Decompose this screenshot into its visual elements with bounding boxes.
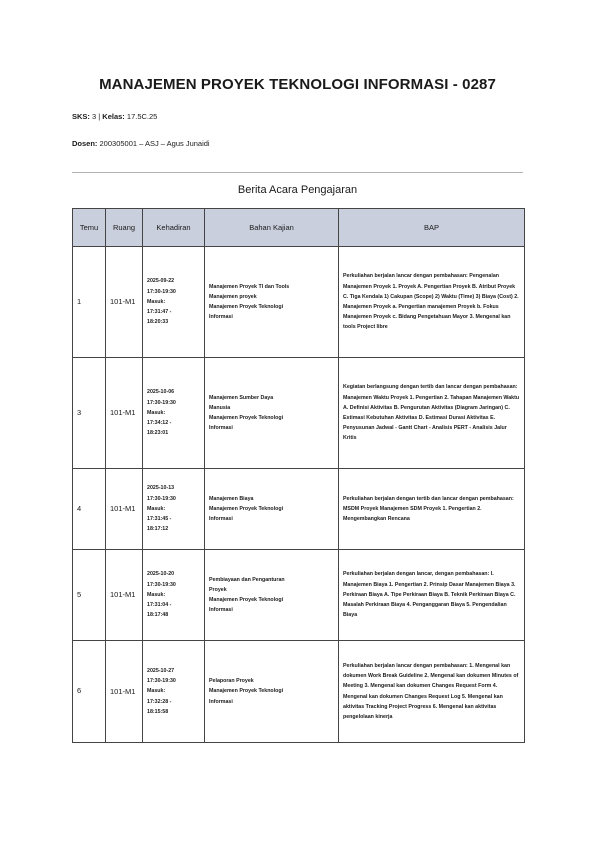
- col-header-bap: BAP: [339, 209, 525, 247]
- bahan-line: Manajemen proyek: [209, 293, 257, 300]
- bahan-line: Manajemen Sumber Daya: [209, 394, 274, 401]
- table-header-row: [73, 209, 525, 247]
- cell-temu: 3: [73, 358, 106, 469]
- bahan-line: Informasi: [209, 516, 233, 523]
- kehadiran-end: 18:15:58: [147, 708, 169, 715]
- col-header-temu: Temu: [73, 209, 106, 247]
- cell-ruang: 101-M1: [106, 641, 143, 743]
- bahan-line: Informasi: [209, 698, 233, 705]
- section-title: Berita Acara Pengajaran: [237, 184, 358, 196]
- kehadiran-end: 18:23:01: [147, 430, 169, 437]
- kehadiran-start: 17:34:12 -: [147, 420, 172, 427]
- cell-temu: 5: [73, 550, 106, 641]
- kehadiran-date: 2025-09-22: [147, 278, 175, 285]
- kelas-value: 17.5C.25: [124, 112, 158, 121]
- kehadiran-end: 18:20:33: [147, 319, 169, 326]
- kehadiran-schedule: 17:30-19:30: [147, 678, 176, 685]
- table-row: [73, 358, 525, 469]
- table-row: [73, 469, 525, 550]
- table-row: [73, 247, 525, 358]
- cell-bap: Perkuliahan berjalan dengan lancar, dengan pembahasan: I. Manajemen Biaya 1. Pengertian 2. Prinsip Dasar Manajemen Biaya 3. Perkiraan Biaya A. Tipe Perkiraan Biaya B. Teknik Perkiraan Biaya C. Masalah Perkiraan Biaya 4. Penganggaran Biaya 5. Pengendalian Biaya: [339, 550, 525, 641]
- cell-bahan-kajian: [205, 641, 339, 743]
- kelas-label: Kelas:: [102, 112, 125, 121]
- cell-kehadiran: [143, 550, 205, 641]
- document-title: MANAJEMEN PROYEK TEKNOLOGI INFORMASI - 0287: [99, 76, 496, 93]
- kehadiran-label: Masuk:: [147, 505, 166, 512]
- bahan-line: Manajemen Proyek Teknologi: [209, 688, 284, 695]
- bahan-line: Manajemen Proyek Teknologi: [209, 505, 284, 512]
- kehadiran-date: 2025-10-06: [147, 389, 175, 396]
- kehadiran-schedule: 17:30-19:30: [147, 288, 176, 295]
- kehadiran-start: 17:31:04 -: [147, 602, 172, 609]
- cell-temu: 4: [73, 469, 106, 550]
- kehadiran-date: 2025-10-27: [147, 667, 175, 674]
- kehadiran-date: 2025-10-20: [147, 571, 175, 578]
- bahan-line: Manusia: [209, 404, 231, 411]
- col-header-kehadiran: Kehadiran: [143, 209, 205, 247]
- kehadiran-schedule: 17:30-19:30: [147, 495, 176, 502]
- cell-bap: Perkuliahan berjalan lancar dengan pembahasan: 1. Mengenal kan dokumen Work Break Guideline 2. Mengenal kan dokumen Minutes of Meeting 3. Mengenal kan dokumen Changes Request Form 4. Mengenal kan dokumen Changes Request Log 5. Mengenal kan aktivitas Tracking Project Progress 6. Mengenal kan aktivitas pengelolaan kinerja: [339, 641, 525, 743]
- bahan-line: Informasi: [209, 314, 233, 321]
- cell-temu: 6: [73, 641, 106, 743]
- bahan-line: Informasi: [209, 425, 233, 432]
- cell-kehadiran: [143, 641, 205, 743]
- cell-bahan-kajian: [205, 469, 339, 550]
- cell-bahan-kajian: [205, 358, 339, 469]
- bahan-line: Pembiayaan dan Penganturan: [209, 576, 285, 583]
- divider: [72, 172, 523, 173]
- bahan-line: Proyek: [209, 586, 227, 593]
- kehadiran-start: 17:31:47 -: [147, 309, 172, 316]
- bap-table: [72, 208, 525, 743]
- cell-bahan-kajian: [205, 247, 339, 358]
- col-header-bahan-kajian: Bahan Kajian: [205, 209, 339, 247]
- cell-temu: 1: [73, 247, 106, 358]
- cell-kehadiran: [143, 247, 205, 358]
- cell-bap: Perkuliahan berjalan dengan tertib dan lancar dengan pembahasan: MSDM Proyek Manajemen SDM Proyek 1. Pengertian 2. Mengembangkan Rencana: [339, 469, 525, 550]
- cell-kehadiran: [143, 358, 205, 469]
- table-row: [73, 641, 525, 743]
- kehadiran-start: 17:32:28 -: [147, 698, 172, 705]
- bahan-line: Informasi: [209, 607, 233, 614]
- sks-label: SKS:: [72, 112, 90, 121]
- table-row: [73, 550, 525, 641]
- kehadiran-label: Masuk:: [147, 298, 166, 305]
- sks-value: 3 |: [89, 112, 103, 121]
- bahan-line: Manajemen Proyek Teknologi: [209, 415, 284, 421]
- kehadiran-label: Masuk:: [147, 688, 166, 695]
- dosen-value: 200305001 – ASJ – Agus Junaidi: [97, 139, 210, 148]
- bahan-line: Manajemen Biaya: [209, 495, 254, 502]
- dosen-label: Dosen:: [72, 139, 98, 148]
- kehadiran-end: 18:17:12: [147, 526, 169, 533]
- cell-kehadiran: [143, 469, 205, 550]
- kehadiran-label: Masuk:: [147, 409, 166, 416]
- bahan-line: Manajemen Proyek Teknologi: [209, 304, 284, 310]
- kehadiran-schedule: 17:30-19:30: [147, 399, 176, 406]
- bahan-line: Manajemen Proyek Teknologi: [209, 597, 284, 603]
- kehadiran-label: Masuk:: [147, 591, 166, 598]
- cell-ruang: 101-M1: [106, 358, 143, 469]
- cell-bap: Perkuliahan berjalan lancar dengan pembahasan: Pengenalan Manajemen Proyek 1. Proyek A. Pengertian Proyek B. Atribut Proyek C. Tiga Kendala 1) Cakupan (Scope) 2) Waktu (Time) 3) Biaya (Cost) 2. Manajemen Proyek a. Pengertian manajemen Proyek b. Fokus Manajemen Proyek c. Bidang Pengetahuan Mayor 3. Mengenal kan tools Project libre: [339, 247, 525, 358]
- cell-bahan-kajian: [205, 550, 339, 641]
- lecturer-meta: [72, 139, 210, 148]
- kehadiran-date: 2025-10-13: [147, 485, 175, 492]
- cell-ruang: 101-M1: [106, 550, 143, 641]
- course-meta: [72, 112, 157, 121]
- bahan-line: Manajemen Proyek TI dan Tools: [209, 283, 290, 290]
- kehadiran-end: 18:17:48: [147, 612, 169, 619]
- kehadiran-start: 17:31:45 -: [147, 516, 172, 523]
- cell-bap: Kegiatan berlangsung dengan tertib dan lancar dengan pembahasan: Manajemen Waktu Proyek 1. Pengertian 2. Tahapan Manajemen Waktu A. Definisi Aktivitas B. Pengurutan Aktivitas (Diagram Jaringan) C. Estimasi Kebutuhan Aktivitas D. Estimasi Durasi Aktivitas E. Penyusunan Jadwal - Gantt Chart - Analisis PERT - Analisis Jalur Kritis: [339, 358, 525, 469]
- kehadiran-schedule: 17:30-19:30: [147, 581, 176, 588]
- cell-ruang: 101-M1: [106, 469, 143, 550]
- cell-ruang: 101-M1: [106, 247, 143, 358]
- col-header-ruang: Ruang: [106, 209, 143, 247]
- bahan-line: Pelaporan Proyek: [209, 678, 254, 685]
